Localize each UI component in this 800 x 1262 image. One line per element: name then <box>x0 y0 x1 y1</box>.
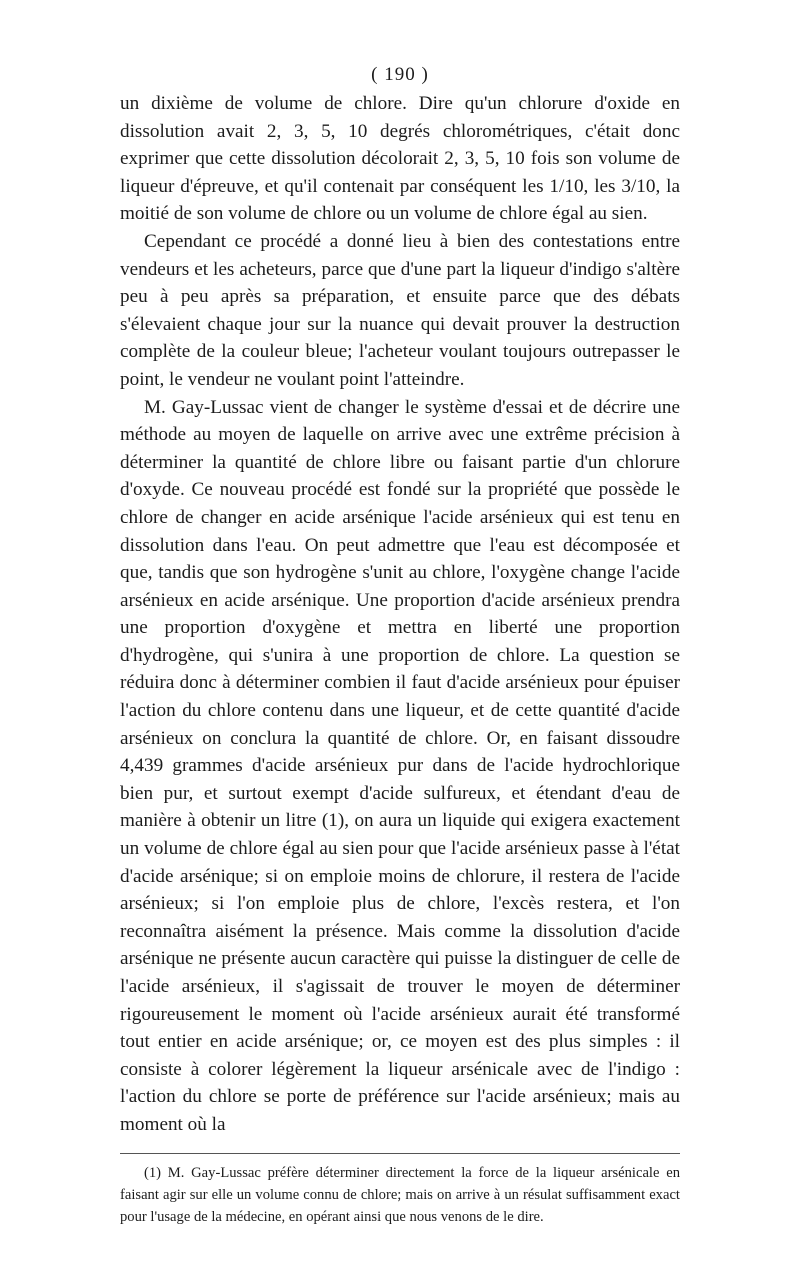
paragraph-1: un dixième de volume de chlore. Dire qu'un chlorure d'oxide en dissolution avait 2, 3, 5, 10 degrés chlorométriques, c'était donc exprimer que cette dissolution décolorait 2, 3, 5, 10 fois son volume de liqueur d'épreuve, et qu'il contenait par conséquent les 1/10, les 3/10, la moitié de son volume de chlore ou un volume de chlore égal au sien. <box>120 93 680 225</box>
footnote <box>120 1162 680 1228</box>
paragraph-3: M. Gay-Lussac vient de changer le système d'essai et de décrire une méthode au moyen de laquelle on arrive avec une extrême précision à déterminer la quantité de chlore libre ou faisant partie d'un chlorure d'oxyde. Ce nouveau procédé est fondé sur la propriété que possède le chlore de changer en acide arsénique l'acide arsénieux qui est tenu en dissolution dans l'eau. On peut admettre que l'eau est décomposée et que, tandis que son hydrogène s'unit au chlore, l'oxygène change l'acide arsénieux en acide arsénique. Une proportion d'acide arsénieux prendra une proportion d'oxygène et mettra en liberté une proportion d'hydrogène, qui s'unira à une proportion de chlore. La question se réduira donc à déterminer combien il faut d'acide arsénieux pour épuiser l'action du chlore contenu dans une liqueur, et de cette quantité d'acide arsénieux on conclura la quantité de chlore. Or, en faisant dissoudre 4,439 grammes d'acide arsénieux pur dans de l'acide hydrochlorique bien pur, et surtout exempt d'acide sulfureux, et étendant d'eau de manière à obtenir un litre (1), on aura un liquide qui exigera exactement un volume de chlore égal au sien pour que l'acide arsénieux passe à l'état d'acide arsénique; si on emploie moins de chlorure, il restera de l'acide arsénieux; si l'on emploie plus de chlore, l'excès restera, et l'on reconnaîtra aisément la présence. Mais comme la dissolution d'acide arsénique ne présente aucun caractère qui puisse la distinguer de celle de l'acide arsénieux, il s'agissait de trouver le moyen de déterminer rigoureusement le moment où l'acide arsénieux aurait été transformé tout entier en acide arsénique; or, ce moyen est des plus simples : il consiste à colorer légèrement la liqueur arsénicale avec de l'indigo : l'action du chlore se porte de préférence sur l'acide arsénieux; mais au moment où la <box>120 396 680 1135</box>
page-number: ( 190 ) <box>371 64 429 85</box>
footnote-divider <box>120 1153 680 1154</box>
body-text <box>120 90 680 1139</box>
paragraph-2: Cependant ce procédé a donné lieu à bien des contestations entre vendeurs et les acheteurs, parce que d'une part la liqueur d'indigo s'altère peu à peu après sa préparation, et ensuite parce que des débats s'élevaient chaque jour sur la nuance qui devait prouver la destruction complète de la couleur bleue; l'acheteur voulant toujours outrepasser le point, le vendeur ne voulant point l'atteindre. <box>120 230 680 390</box>
footnote-text: (1) M. Gay-Lussac préfère déterminer directement la force de la liqueur arsénicale en faisant agir sur elle un volume connu de chlore; mais on arrive à un résulat suffisamment exact pour l'usage de la médecine, en opérant ainsi que nous venons de le dire. <box>120 1164 680 1225</box>
book-page <box>120 60 680 1228</box>
